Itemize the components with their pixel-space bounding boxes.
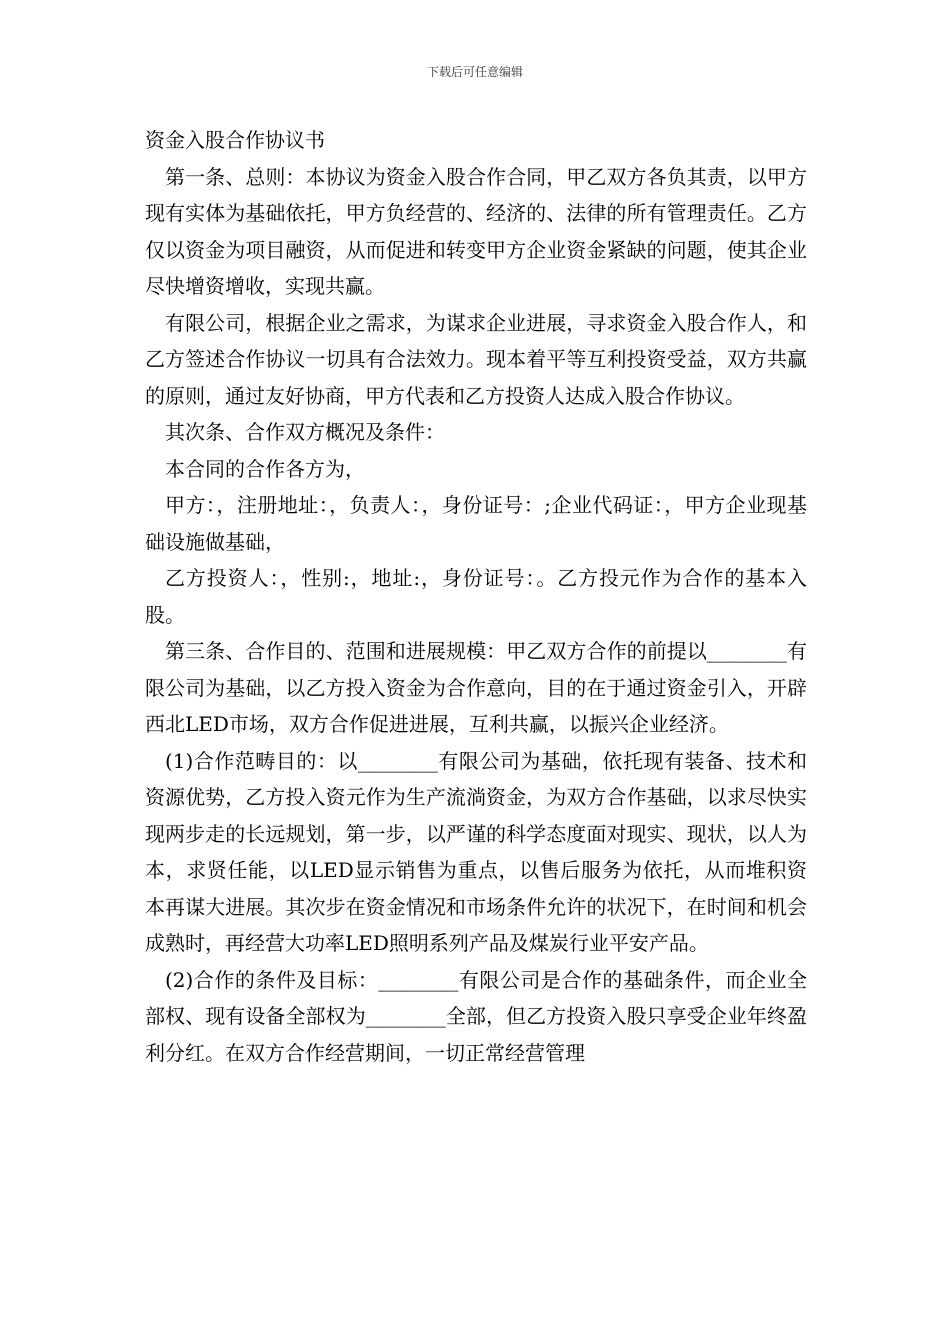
paragraph-company-intro: 有限公司，根据企业之需求，为谋求企业进展，寻求资金入股合作人，和乙方签述合作协议一切具有合法效力。现本着平等互利投资受益，双方共赢的原则，通过友好协商，甲方代表和乙方投资人达成入股合作协议。 bbox=[145, 310, 807, 408]
paragraph-scope: (1)合作范畴目的：以________有限公司为基础，依托现有装备、技术和资源优势，乙方投入资元作为生产流淌资金，为双方合作基础，以求尽快实现两步走的长远规划，第一步，以严谨的科学态度面对现实、现状，以人为本，求贤任能，以LED显示销售为重点，以售后服务为依托，从而堆积资本再谋大进展。其次步在资金情况和市场条件允许的状况下，在时间和机会成熟时，再经营大功率LED照明系列产品及煤炭行业平安产品。 bbox=[145, 748, 807, 955]
paragraph-article-1: 第一条、总则：本协议为资金入股合作合同，甲乙双方各负其责，以甲方现有实体为基础依托，甲方负经营的、经济的、法律的所有管理责任。乙方仅以资金为项目融资，从而促进和转变甲方企业资金紧缺的问题，使其企业尽快增资增收，实现共赢。 bbox=[145, 164, 807, 298]
document-title: 资金入股合作协议书 bbox=[145, 128, 325, 152]
paragraph-party-b: 乙方投资人：，性别:，地址:，身份证号：。乙方投元作为合作的基本入股。 bbox=[145, 566, 807, 627]
paragraph-conditions: (2)合作的条件及目标：________有限公司是合作的基础条件，而企业全部权、现有设备全部权为________全部，但乙方投资入股只享受企业年终盈利分红。在双方合作经营期间，一切正常经营管理 bbox=[145, 967, 807, 1065]
paragraph-article-2-heading: 其次条、合作双方概况及条件： bbox=[165, 420, 445, 444]
document-body bbox=[145, 122, 807, 1071]
paragraph-parties-intro: 本合同的合作各方为， bbox=[165, 456, 365, 481]
paragraph-party-a: 甲方：，注册地址：，负责人：，身份证号：;企业代码证：，甲方企业现基础设施做基础， bbox=[145, 493, 807, 554]
page-header: 下载后可任意编辑 bbox=[426, 65, 523, 79]
paragraph-article-3: 第三条、合作目的、范围和进展规模：甲乙双方合作的前提以________有限公司为基础，以乙方投入资金为合作意向，目的在于通过资金引入，开辟西北LED市场，双方合作促进进展，互利共赢，以振兴企业经济。 bbox=[145, 639, 807, 736]
